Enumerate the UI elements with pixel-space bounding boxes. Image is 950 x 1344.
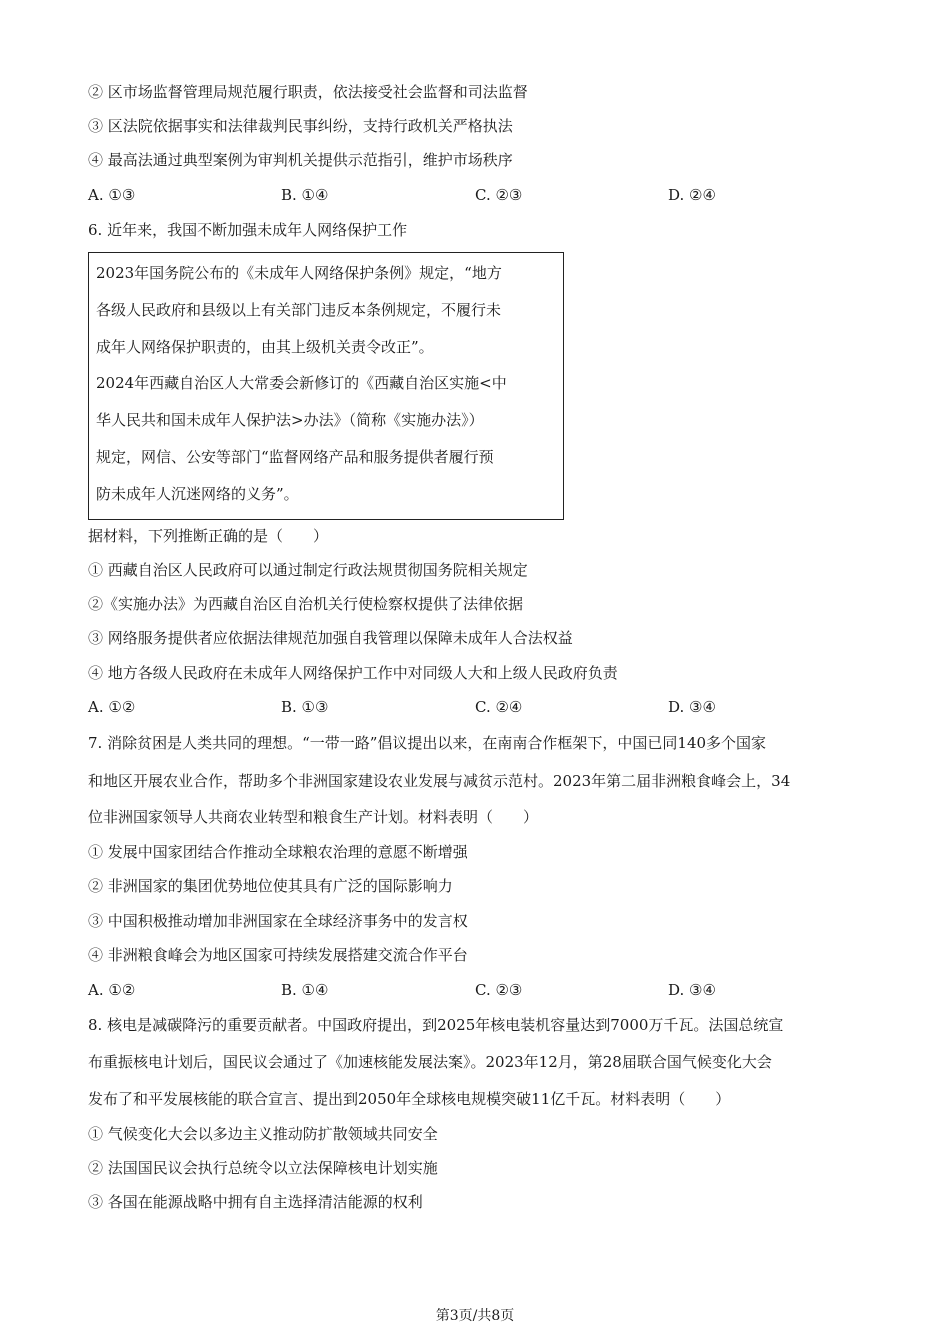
q8-statement-1: ① 气候变化大会以多边主义推动防扩散领域共同安全 [88,1125,438,1143]
q6-material-line: 成年人网络保护职责的，由其上级机关责令改正”。 [96,338,434,356]
q5-option-b: B. ①④ [281,186,329,204]
q6-question: 据材料，下列推断正确的是（ ） [88,527,329,545]
q6-option-a: A. ①② [88,698,136,716]
q6-material-line: 2024年西藏自治区人大常委会新修订的《西藏自治区实施<中 [96,374,507,392]
q5-statement-2: ② 区市场监督管理局规范履行职责，依法接受社会监督和司法监督 [88,83,528,101]
q6-stem: 6. 近年来，我国不断加强未成年人网络保护工作 [88,221,408,239]
q5-statement-3: ③ 区法院依据事实和法律裁判民事纠纷，支持行政机关严格执法 [88,117,513,135]
q6-material-line: 2023年国务院公布的《未成年人网络保护条例》规定，“地方 [96,264,502,282]
q5-option-a: A. ①③ [88,186,136,204]
q8-stem-line: 8. 核电是减碳降污的重要贡献者。中国政府提出，到2025年核电装机容量达到7000万千瓦。法国总统宣 [88,1016,784,1034]
q6-statement-4: ④ 地方各级人民政府在未成年人网络保护工作中对同级人大和上级人民政府负责 [88,664,618,682]
q7-option-a: A. ①② [88,981,136,999]
q7-option-d: D. ③④ [668,981,716,999]
q6-material-line: 防未成年人沉迷网络的义务”。 [96,485,299,503]
q5-option-d: D. ②④ [668,186,716,204]
q8-stem-line: 发布了和平发展核能的联合宣言、提出到2050年全球核电规模突破11亿千瓦。材料表明（ ） [88,1090,731,1108]
q6-option-b: B. ①③ [281,698,329,716]
q7-statement-2: ② 非洲国家的集团优势地位使其具有广泛的国际影响力 [88,877,453,895]
q6-option-c: C. ②④ [475,698,523,716]
q6-statement-1: ① 西藏自治区人民政府可以通过制定行政法规贯彻国务院相关规定 [88,561,528,579]
q6-statement-3: ③ 网络服务提供者应依据法律规范加强自我管理以保障未成年人合法权益 [88,629,573,647]
q6-material-line: 各级人民政府和县级以上有关部门违反本条例规定，不履行未 [96,301,502,319]
q6-option-d: D. ③④ [668,698,716,716]
q7-stem-line: 位非洲国家领导人共商农业转型和粮食生产计划。材料表明（ ） [88,808,539,826]
q7-stem-line: 7. 消除贫困是人类共同的理想。“一带一路”倡议提出以来，在南南合作框架下，中国已同140多个国家 [88,734,767,752]
q8-statement-2: ② 法国国民议会执行总统令以立法保障核电计划实施 [88,1159,438,1177]
q7-stem-line: 和地区开展农业合作，帮助多个非洲国家建设农业发展与减贫示范村。2023年第二届非洲粮食峰会上，34 [88,772,791,790]
q7-option-b: B. ①④ [281,981,329,999]
page-footer: 第3页/共8页 [435,1308,515,1324]
q6-statement-2: ②《实施办法》为西藏自治区自治机关行使检察权提供了法律依据 [88,595,524,613]
q8-stem-line: 布重振核电计划后，国民议会通过了《加速核能发展法案》。2023年12月，第28届联合国气候变化大会 [88,1053,772,1071]
q6-material-line: 规定，网信、公安等部门“监督网络产品和服务提供者履行预 [96,448,494,466]
q5-option-c: C. ②③ [475,186,523,204]
q6-material-line: 华人民共和国未成年人保护法>办法》（简称《实施办法》） [96,411,484,429]
q7-option-c: C. ②③ [475,981,523,999]
q5-statement-4: ④ 最高法通过典型案例为审判机关提供示范指引，维护市场秩序 [88,151,513,169]
q7-statement-1: ① 发展中国家团结合作推动全球粮农治理的意愿不断增强 [88,843,468,861]
q7-statement-4: ④ 非洲粮食峰会为地区国家可持续发展搭建交流合作平台 [88,946,468,964]
q7-statement-3: ③ 中国积极推动增加非洲国家在全球经济事务中的发言权 [88,912,468,930]
q8-statement-3: ③ 各国在能源战略中拥有自主选择清洁能源的权利 [88,1193,423,1211]
